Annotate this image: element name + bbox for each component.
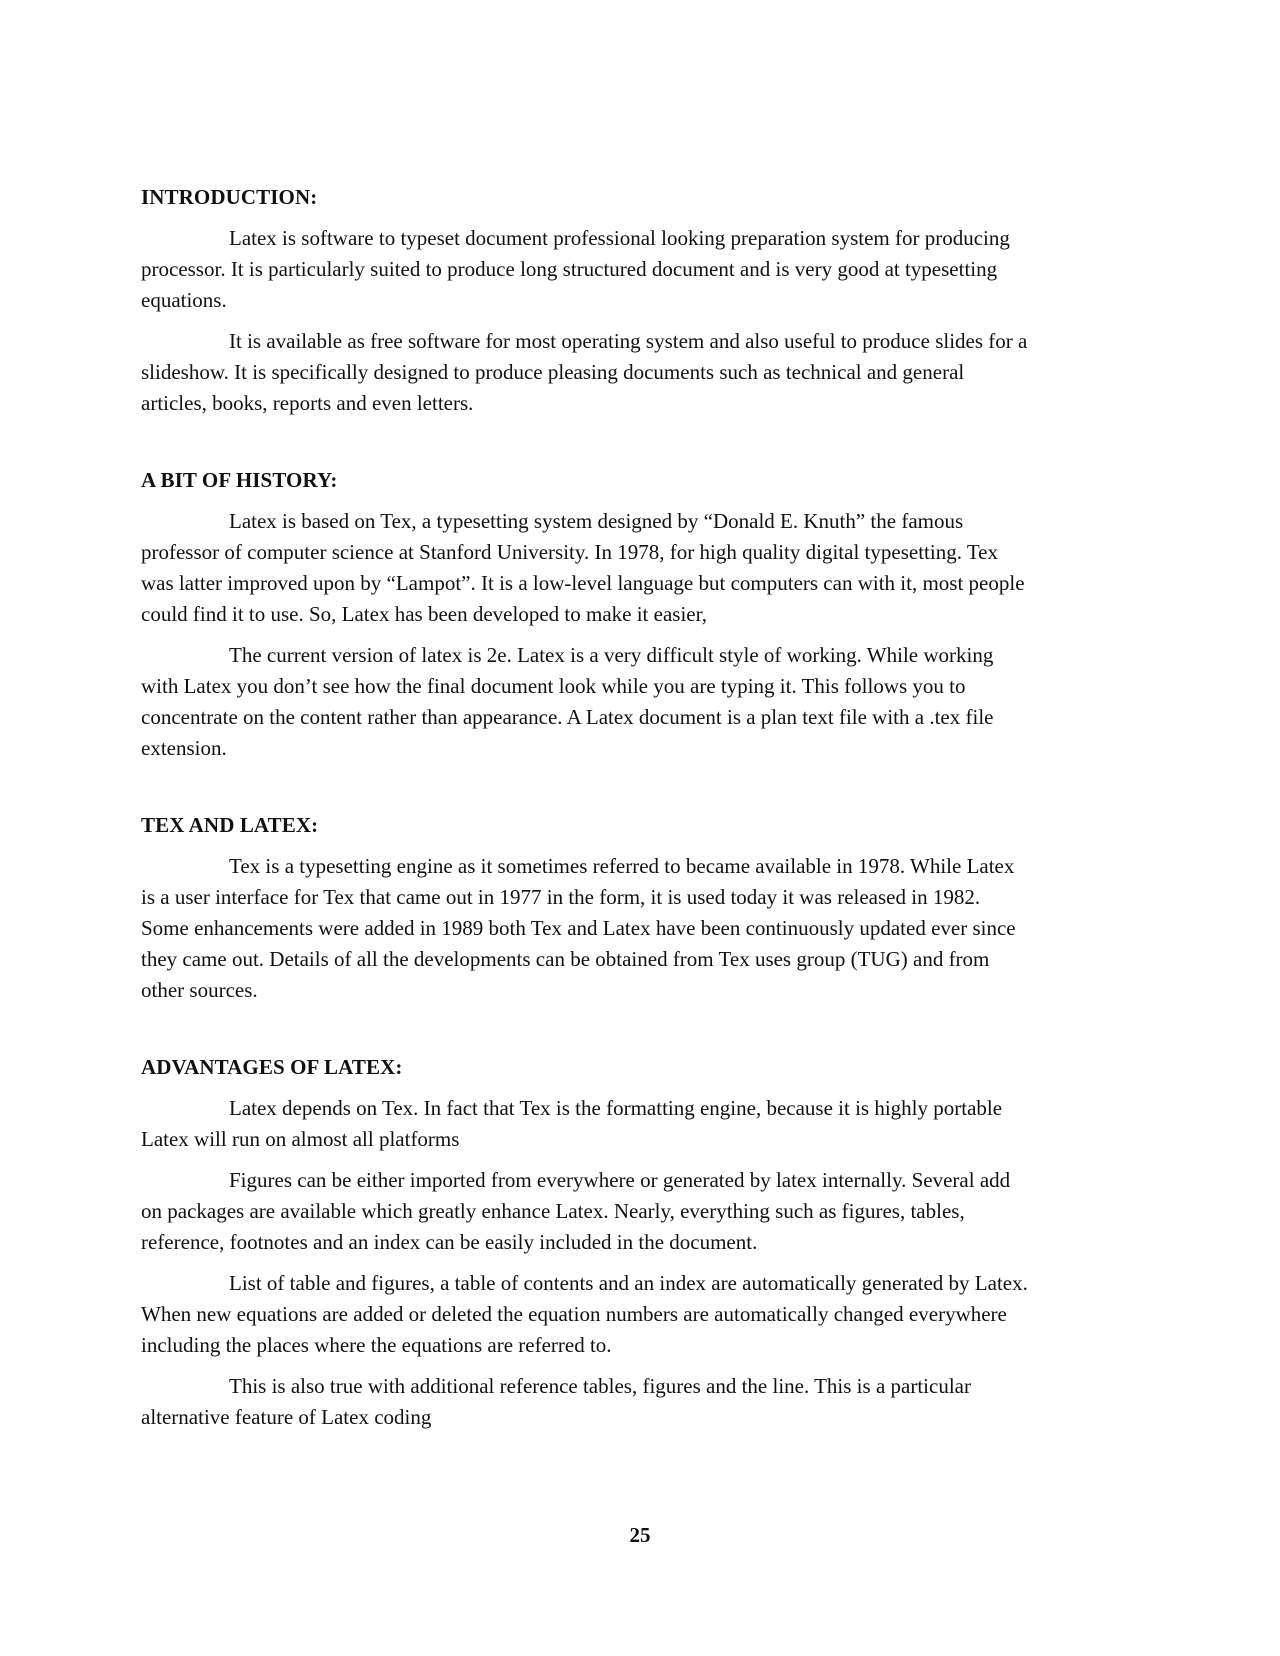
section-heading: TEX AND LATEX: xyxy=(141,813,319,837)
paragraph: The current version of latex is 2e. Latex is a very difficult style of working. While working with Latex you don’t see how the final document look while you are typing it. This follows you to concentrate on the content rather than appearance. A Latex document is a plan text file with a .tex file extension. xyxy=(141,643,994,760)
section-heading: A BIT OF HISTORY: xyxy=(141,468,338,492)
paragraph: Latex depends on Tex. In fact that Tex is the formatting engine, because it is highly portable Latex will run on almost all platforms xyxy=(141,1096,1003,1151)
paragraph: This is also true with additional reference tables, figures and the line. This is a particular alternative feature of Latex coding xyxy=(141,1374,971,1429)
section-heading: ADVANTAGES OF LATEX: xyxy=(141,1055,403,1079)
paragraph: Tex is a typesetting engine as it sometimes referred to became available in 1978. While Latex is a user interface for Tex that came out in 1977 in the form, it is used today it was released in 1982. Some enhancements were added in 1989 both Tex and Latex have been continuously updated ever since they came out. Details of all the developments can be obtained from Tex uses group (TUG) and from other sources. xyxy=(141,854,1016,1002)
paragraph: Latex is based on Tex, a typesetting system designed by “Donald E. Knuth” the famous professor of computer science at Stanford University. In 1978, for high quality digital typesetting. Tex was latter improved upon by “Lampot”. It is a low-level language but computers can with it, most people could find it to use. So, Latex has been developed to make it easier, xyxy=(141,509,1025,626)
section-tex-and-latex xyxy=(141,811,1029,1006)
paragraph: It is available as free software for most operating system and also useful to produce slides for a slideshow. It is specifically designed to produce pleasing documents such as technical and general articles, books, reports and even letters. xyxy=(141,329,1028,415)
paragraph: List of table and figures, a table of contents and an index are automatically generated by Latex. When new equations are added or deleted the equation numbers are automatically changed everywhere including the places where the equations are referred to. xyxy=(141,1271,1028,1357)
paragraph: Latex is software to typeset document professional looking preparation system for producing processor. It is particularly suited to produce long structured document and is very good at typesetting equations. xyxy=(141,226,1010,312)
section-history xyxy=(141,466,1029,764)
document-body xyxy=(141,183,1029,1480)
paragraph: Figures can be either imported from everywhere or generated by latex internally. Several add on packages are available which greatly enhance Latex. Nearly, everything such as figures, tables, reference, footnotes and an index can be easily included in the document. xyxy=(141,1168,1011,1254)
page-number: 25 xyxy=(629,1523,651,1547)
section-advantages xyxy=(141,1053,1029,1433)
section-heading: INTRODUCTION: xyxy=(141,185,318,209)
section-introduction xyxy=(141,183,1029,419)
